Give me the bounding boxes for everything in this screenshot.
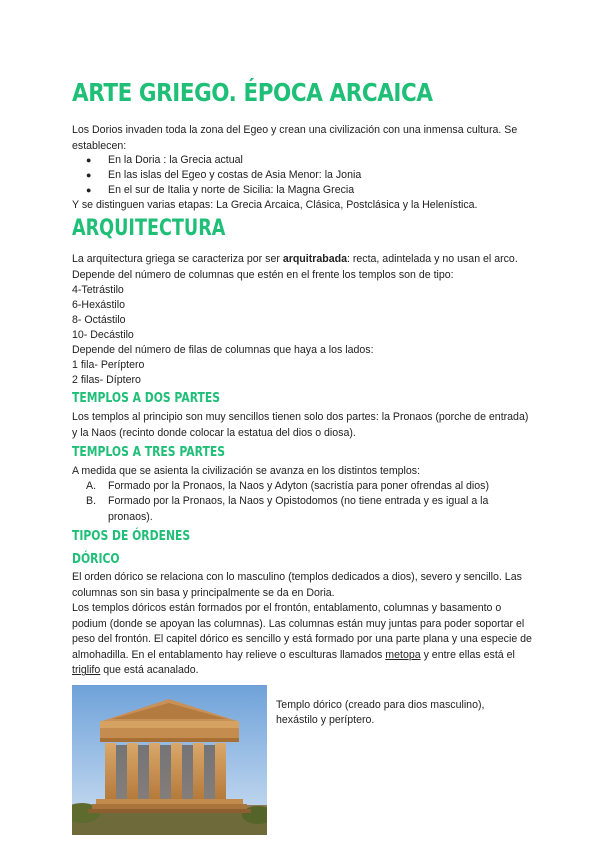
doric-temple-photo — [72, 685, 267, 835]
doric-paragraph-1: El orden dórico se relaciona con lo masculino (templos dedicados a dios), severo y sencillo. Las columnas son sin basa y principalmente se da en Doria. — [72, 571, 522, 599]
bullet-dot-icon: ● — [86, 185, 92, 195]
doric-temple-illustration — [72, 685, 267, 835]
intro-bullet-1: ● En la Doria : la Grecia actual — [86, 153, 243, 169]
column-type-6: 6-Hexástilo — [72, 299, 125, 311]
intro-paragraph: Los Dorios invaden toda la zona del Egeo y crean una civilización con una inmensa cultura. Se establecen: — [72, 124, 518, 152]
architecture-paragraph: La arquitectura griega se caracteriza por ser arquitrabada: recta, adintelada y no usan el arco. Depende del número de columnas que estén en el frente los templos son de tipo: — [72, 253, 518, 281]
doric-paragraph-2: Los templos dóricos están formados por el frontón, entablamento, columnas y basamento o podium (donde se apoyan las columnas). Las columnas están muy juntas para poder soportar el peso del frontón. El capitel dórico es sencillo y está formado por una parte plana y una especie de almohadilla. En el entablamento hay relieve o esculturas llamados metopa y entre ellas está el triglifo que está acanalado. — [72, 602, 532, 677]
bullet-dot-icon: ● — [86, 170, 92, 180]
three-parts-item-b: B. Formado por la Pronaos, la Naos y Opistodomos (no tiene entrada y es igual a la pronaos). — [86, 495, 489, 523]
intro-bullet-3: ● En el sur de Italia y norte de Sicilia: la Magna Grecia — [86, 183, 354, 199]
stages-text: Y se distinguen varias etapas: La Grecia Arcaica, Clásica, Postclásica y la Helenística. — [72, 199, 478, 211]
column-type-8: 8- Octástilo — [72, 314, 126, 326]
row-type-2: 2 filas- Díptero — [72, 374, 141, 386]
two-parts-heading: TEMPLOS A DOS PARTES — [72, 390, 221, 406]
arquitrabada-bold: arquitrabada — [282, 253, 347, 265]
metopa-link: metopa — [385, 648, 421, 661]
three-parts-heading: TEMPLOS A TRES PARTES — [72, 444, 225, 460]
bullet-dot-icon: ● — [86, 155, 92, 165]
rows-intro: Depende del número de filas de columnas que haya a los lados: — [72, 344, 374, 356]
row-type-1: 1 fila- Períptero — [72, 359, 145, 371]
two-parts-text: Los templos al principio son muy sencillos tienen solo dos partes: la Pronaos (porche de entrada) y la Naos (recinto donde colocar la estatua del dios o diosa). — [72, 411, 529, 439]
architecture-heading: ARQUITECTURA — [72, 216, 226, 241]
three-parts-item-a: A. Formado por la Pronaos, la Naos y Adyton (sacristía para poner ofrendas al dios) — [86, 480, 489, 492]
photo-caption: Templo dórico (creado para dios masculino), hexástilo y períptero. — [276, 698, 485, 727]
page-title: ARTE GRIEGO. ÉPOCA ARCAICA — [72, 78, 433, 107]
orders-heading: TIPOS DE ÓRDENES — [72, 528, 191, 544]
intro-bullet-2: ● En las islas del Egeo y costas de Asia Menor: la Jonia — [86, 168, 361, 184]
column-type-10: 10- Decástilo — [72, 329, 134, 341]
three-parts-intro: A medida que se asienta la civilización se avanza en los distintos templos: — [72, 465, 421, 477]
triglifo-link: triglifo — [72, 664, 101, 677]
column-type-4: 4-Tetrástilo — [72, 284, 124, 296]
doric-heading: DÓRICO — [72, 551, 120, 567]
